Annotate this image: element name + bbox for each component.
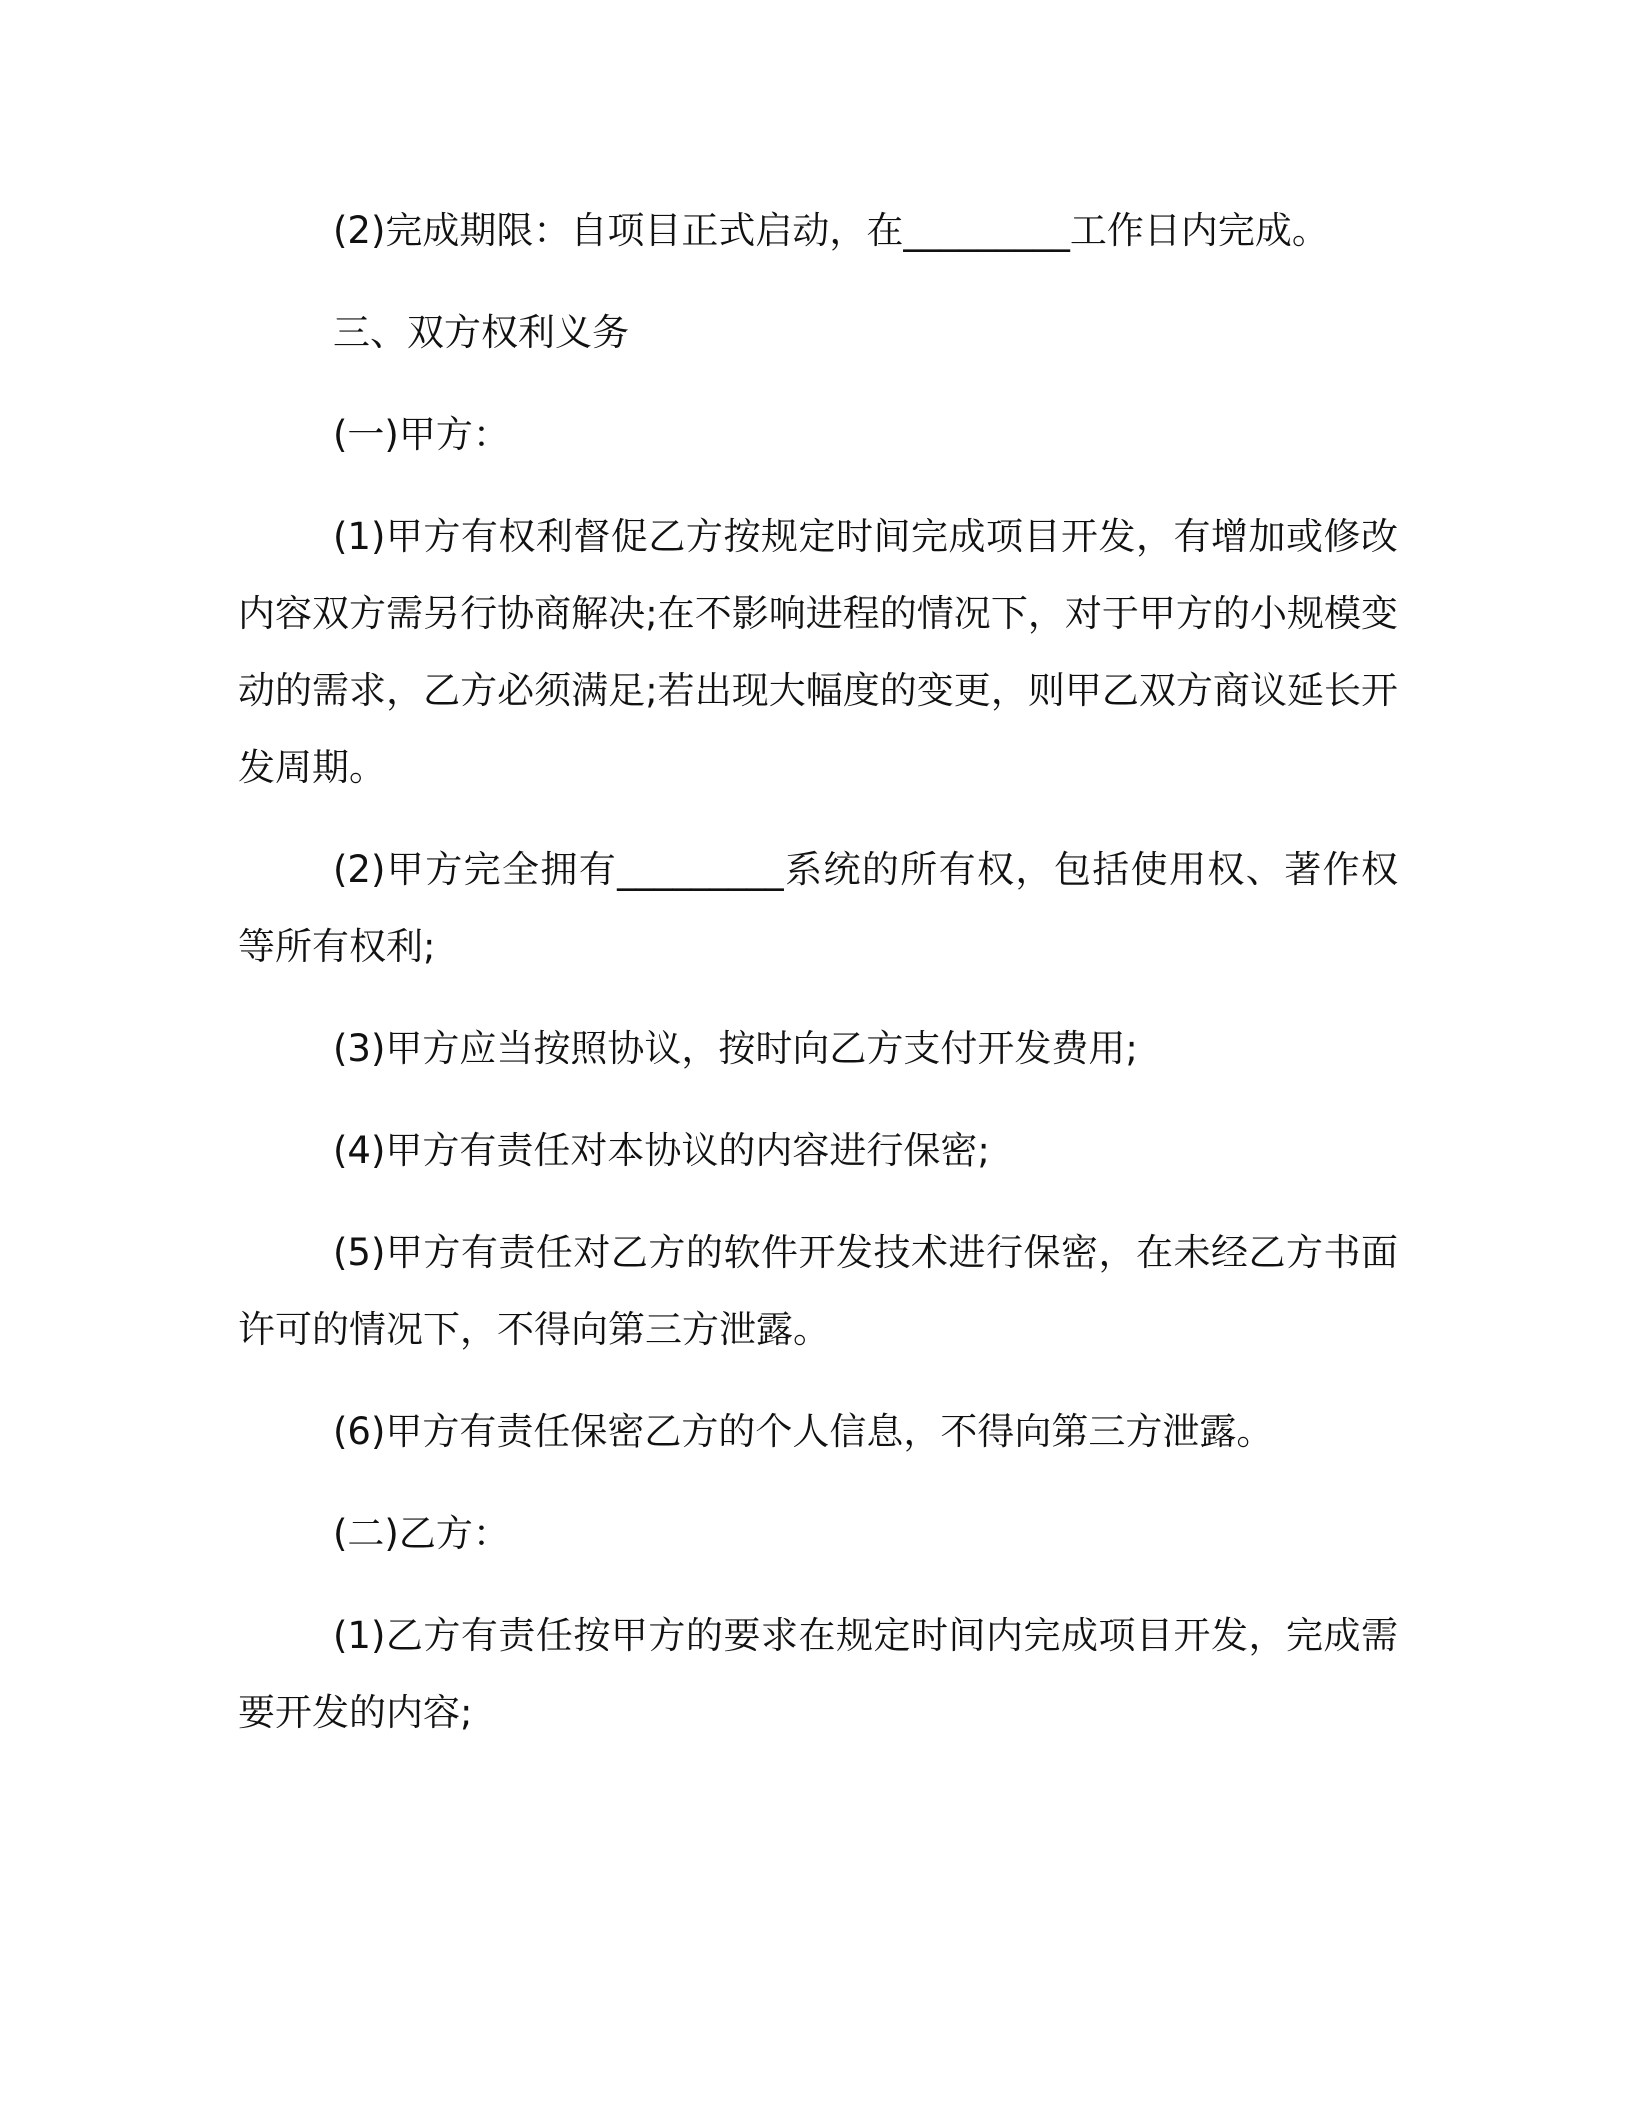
subheading-party-b: (二)乙方： [333, 1512, 510, 1555]
paragraph-party-a-item-2: (2)甲方完全拥有_________系统的所有权，包括使用权、著作权等所有权利; [238, 848, 1398, 968]
document-body [238, 192, 1398, 1776]
paragraph-party-a-item-4: (4)甲方有责任对本协议的内容进行保密; [333, 1129, 990, 1172]
paragraph-party-a-item-3: (3)甲方应当按照协议，按时向乙方支付开发费用; [333, 1027, 1138, 1070]
paragraph-completion-deadline: (2)完成期限：自项目正式启动，在_________工作日内完成。 [333, 209, 1329, 252]
paragraph-party-a-item-6: (6)甲方有责任保密乙方的个人信息，不得向第三方泄露。 [333, 1410, 1274, 1453]
section-heading-rights-obligations: 三、双方权利义务 [333, 311, 629, 354]
paragraph-party-a-item-5: (5)甲方有责任对乙方的软件开发技术进行保密，在未经乙方书面许可的情况下，不得向第三方泄露。 [238, 1231, 1398, 1351]
subheading-party-a: (一)甲方： [333, 413, 510, 456]
paragraph-party-a-item-1: (1)甲方有权利督促乙方按规定时间完成项目开发，有增加或修改内容双方需另行协商解决;在不影响进程的情况下，对于甲方的小规模变动的需求，乙方必须满足;若出现大幅度的变更，则甲乙双方商议延长开发周期。 [238, 515, 1398, 789]
paragraph-party-b-item-1: (1)乙方有责任按甲方的要求在规定时间内完成项目开发，完成需要开发的内容; [238, 1614, 1398, 1734]
